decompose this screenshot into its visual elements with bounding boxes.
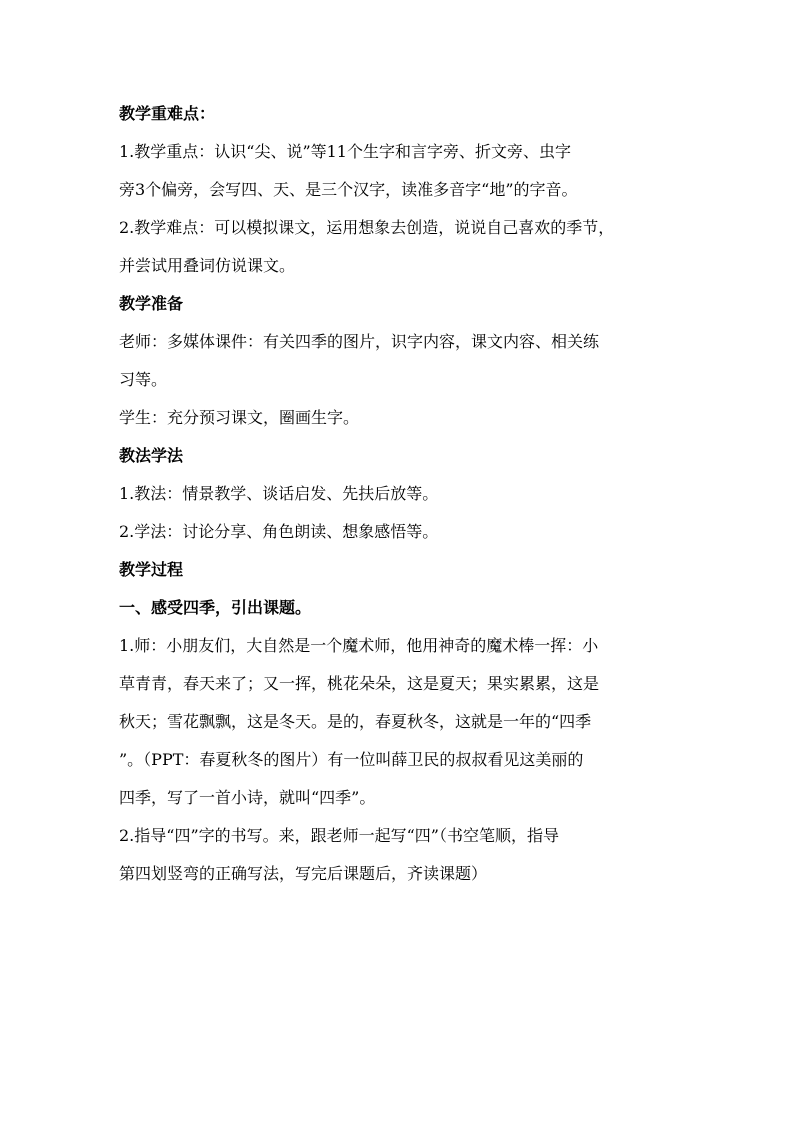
section-heading: 教法学法 bbox=[119, 446, 184, 465]
section-heading: 教学过程 bbox=[119, 560, 184, 579]
paragraph-line: 第四划竖弯的正确写法，写完后课题后，齐读课题） bbox=[119, 864, 488, 883]
paragraph bbox=[119, 634, 694, 810]
paragraph bbox=[119, 406, 694, 430]
paragraph-line: 2.教学难点：可以模拟课文，运用想象去创造，说说自己喜欢的季节， bbox=[119, 218, 615, 237]
paragraph bbox=[119, 482, 694, 506]
paragraph bbox=[119, 330, 694, 392]
paragraph-line: 四季，写了一首小诗，就叫“四季”。 bbox=[119, 788, 376, 807]
paragraph-line: 1.教学重点：认识“尖、说”等11个生字和言字旁、折文旁、虫字 bbox=[119, 142, 571, 161]
paragraph bbox=[119, 140, 694, 202]
section-heading: 教学准备 bbox=[119, 294, 184, 313]
paragraph-line: 旁3个偏旁，会写四、天、是三个汉字，读准多音字“地”的字音。 bbox=[119, 180, 578, 199]
paragraph-line: 习等。 bbox=[119, 370, 168, 389]
paragraph-line: 1.师：小朋友们，大自然是一个魔术师，他用神奇的魔术棒一挥：小 bbox=[119, 636, 599, 655]
paragraph-line: 学生：充分预习课文，圈画生字。 bbox=[119, 408, 360, 427]
paragraph-line: 并尝试用叠词仿说课文。 bbox=[119, 256, 296, 275]
paragraph-line: ”。（PPT：春夏秋冬的图片）有一位叫薛卫民的叔叔看见这美丽的 bbox=[119, 750, 584, 769]
paragraph-line: 草青青，春天来了；又一挥，桃花朵朵，这是夏天；果实累累，这是 bbox=[119, 674, 600, 693]
section-heading: 一、感受四季，引出课题。 bbox=[119, 598, 312, 617]
paragraph-line: 1.教法：情景教学、谈话启发、先扶后放等。 bbox=[119, 484, 439, 503]
paragraph bbox=[119, 520, 694, 544]
paragraph-line: 秋天；雪花飘飘，这是冬天。是的，春夏秋冬，这就是一年的“四季 bbox=[119, 712, 592, 731]
paragraph-line: 老师：多媒体课件：有关四季的图片，识字内容，课文内容、相关练 bbox=[119, 332, 600, 351]
paragraph bbox=[119, 824, 694, 886]
section-heading: 教学重难点： bbox=[119, 104, 216, 123]
paragraph-line: 2.学法：讨论分享、角色朗读、想象感悟等。 bbox=[119, 522, 439, 541]
paragraph bbox=[119, 216, 694, 278]
paragraph-line: 2.指导“四”字的书写。来，跟老师一起写“四”（书空笔顺，指导 bbox=[119, 826, 559, 845]
